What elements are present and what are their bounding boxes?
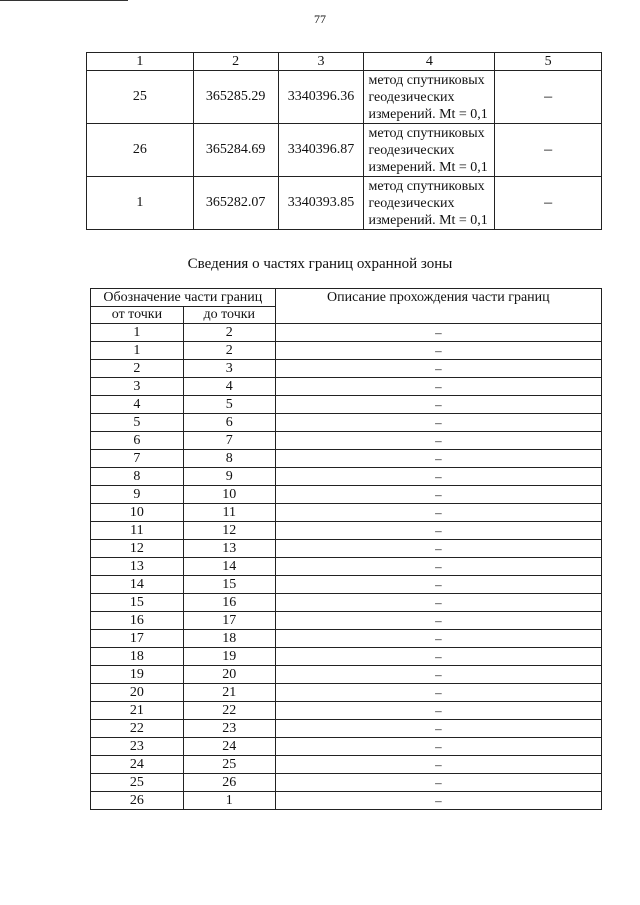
note-cell: – <box>495 177 602 230</box>
table-row <box>91 666 602 684</box>
table-row <box>91 738 602 756</box>
description-cell: – <box>275 594 601 612</box>
description-cell: – <box>275 756 601 774</box>
table-row <box>91 414 602 432</box>
table-row <box>91 576 602 594</box>
top-left-rule <box>0 0 128 1</box>
to-point-cell: 10 <box>183 486 275 504</box>
to-point-cell: 14 <box>183 558 275 576</box>
parts-header-row <box>91 289 602 307</box>
method-line: метод спутниковых <box>368 178 485 194</box>
table-row <box>91 468 602 486</box>
note-cell: – <box>495 124 602 177</box>
method-cell <box>364 71 495 124</box>
coordinates-header-row <box>87 53 602 71</box>
page-number: 77 <box>314 12 326 26</box>
from-point-cell: 17 <box>91 630 184 648</box>
table-row <box>91 540 602 558</box>
description-cell: – <box>275 360 601 378</box>
description-cell: – <box>275 378 601 396</box>
to-point-cell: 21 <box>183 684 275 702</box>
table-row <box>91 792 602 810</box>
col-header: 4 <box>364 53 495 71</box>
point-cell: 25 <box>87 71 194 124</box>
table-row <box>91 342 602 360</box>
description-cell: – <box>275 576 601 594</box>
coordinates-row <box>87 124 602 177</box>
table-row <box>91 558 602 576</box>
from-point-cell: 26 <box>91 792 184 810</box>
to-point-cell: 13 <box>183 540 275 558</box>
table-row <box>91 450 602 468</box>
to-point-cell: 2 <box>183 324 275 342</box>
method-line: метод спутниковых <box>368 72 485 88</box>
section-title: Сведения о частях границ охранной зоны <box>187 256 453 272</box>
col-header: 1 <box>87 53 194 71</box>
table-row <box>91 504 602 522</box>
description-cell: – <box>275 414 601 432</box>
description-cell: – <box>275 702 601 720</box>
to-point-cell: 5 <box>183 396 275 414</box>
to-point-cell: 11 <box>183 504 275 522</box>
from-point-cell: 1 <box>91 324 184 342</box>
to-point-cell: 25 <box>183 756 275 774</box>
to-point-cell: 12 <box>183 522 275 540</box>
point-cell: 1 <box>87 177 194 230</box>
description-cell: – <box>275 612 601 630</box>
from-point-cell: 22 <box>91 720 184 738</box>
description-cell: – <box>275 630 601 648</box>
description-cell: – <box>275 432 601 450</box>
y-coordinate-cell: 3340393.85 <box>278 177 364 230</box>
description-cell: – <box>275 684 601 702</box>
from-point-cell: 12 <box>91 540 184 558</box>
from-point-cell: 2 <box>91 360 184 378</box>
description-cell: – <box>275 792 601 810</box>
table-row <box>91 396 602 414</box>
description-cell: – <box>275 324 601 342</box>
description-cell: – <box>275 522 601 540</box>
to-point-cell: 15 <box>183 576 275 594</box>
from-point-cell: 4 <box>91 396 184 414</box>
method-line: измерений. Mt = 0,1 <box>368 212 488 228</box>
description-cell: – <box>275 738 601 756</box>
y-coordinate-cell: 3340396.87 <box>278 124 364 177</box>
to-point-cell: 3 <box>183 360 275 378</box>
from-point-cell: 23 <box>91 738 184 756</box>
table-row <box>91 612 602 630</box>
description-cell: – <box>275 342 601 360</box>
table-row <box>91 684 602 702</box>
to-point-cell: 17 <box>183 612 275 630</box>
table-row <box>91 756 602 774</box>
from-point-cell: 25 <box>91 774 184 792</box>
description-cell: – <box>275 666 601 684</box>
from-point-cell: 8 <box>91 468 184 486</box>
method-line: измерений. Mt = 0,1 <box>368 159 488 175</box>
from-point-cell: 20 <box>91 684 184 702</box>
to-point-cell: 24 <box>183 738 275 756</box>
from-point-cell: 16 <box>91 612 184 630</box>
to-point-cell: 26 <box>183 774 275 792</box>
description-cell: – <box>275 504 601 522</box>
point-cell: 26 <box>87 124 194 177</box>
from-point-cell: 6 <box>91 432 184 450</box>
table-row <box>91 486 602 504</box>
method-line: измерений. Mt = 0,1 <box>368 106 488 122</box>
from-point-cell: 10 <box>91 504 184 522</box>
col-header: 3 <box>278 53 364 71</box>
description-cell: – <box>275 486 601 504</box>
from-point-cell: 9 <box>91 486 184 504</box>
to-point-cell: 19 <box>183 648 275 666</box>
method-line: геодезических <box>368 142 455 158</box>
table-row <box>91 360 602 378</box>
description-cell: – <box>275 450 601 468</box>
table-row <box>91 324 602 342</box>
table-row <box>91 378 602 396</box>
table-row <box>91 630 602 648</box>
table-row <box>91 774 602 792</box>
table-row <box>91 594 602 612</box>
from-point-cell: 21 <box>91 702 184 720</box>
col-header: 5 <box>495 53 602 71</box>
to-point-cell: 8 <box>183 450 275 468</box>
note-cell: – <box>495 71 602 124</box>
method-line: геодезических <box>368 89 455 105</box>
method-cell <box>364 124 495 177</box>
coordinates-table <box>86 52 602 230</box>
to-point-header: до точки <box>183 307 275 324</box>
to-point-cell: 20 <box>183 666 275 684</box>
x-coordinate-cell: 365282.07 <box>193 177 278 230</box>
col-header: 2 <box>193 53 278 71</box>
from-point-header: от точки <box>91 307 184 324</box>
from-point-cell: 24 <box>91 756 184 774</box>
description-cell: – <box>275 720 601 738</box>
to-point-cell: 16 <box>183 594 275 612</box>
description-header: Описание прохождения части границ <box>275 289 601 324</box>
from-point-cell: 14 <box>91 576 184 594</box>
to-point-cell: 1 <box>183 792 275 810</box>
method-line: геодезических <box>368 195 455 211</box>
boundary-parts-table <box>90 288 602 810</box>
from-point-cell: 3 <box>91 378 184 396</box>
to-point-cell: 18 <box>183 630 275 648</box>
description-cell: – <box>275 558 601 576</box>
method-cell <box>364 177 495 230</box>
y-coordinate-cell: 3340396.36 <box>278 71 364 124</box>
description-cell: – <box>275 396 601 414</box>
to-point-cell: 9 <box>183 468 275 486</box>
table-row <box>91 648 602 666</box>
table-row <box>91 702 602 720</box>
table-row <box>91 432 602 450</box>
to-point-cell: 22 <box>183 702 275 720</box>
table-row <box>91 522 602 540</box>
from-point-cell: 1 <box>91 342 184 360</box>
description-cell: – <box>275 774 601 792</box>
to-point-cell: 2 <box>183 342 275 360</box>
description-cell: – <box>275 468 601 486</box>
description-cell: – <box>275 540 601 558</box>
from-point-cell: 11 <box>91 522 184 540</box>
from-point-cell: 5 <box>91 414 184 432</box>
from-point-cell: 7 <box>91 450 184 468</box>
from-point-cell: 13 <box>91 558 184 576</box>
description-cell: – <box>275 648 601 666</box>
to-point-cell: 23 <box>183 720 275 738</box>
coordinates-row <box>87 177 602 230</box>
designation-header: Обозначение части границ <box>91 289 276 307</box>
method-line: метод спутниковых <box>368 125 485 141</box>
table-row <box>91 720 602 738</box>
from-point-cell: 19 <box>91 666 184 684</box>
from-point-cell: 15 <box>91 594 184 612</box>
to-point-cell: 6 <box>183 414 275 432</box>
from-point-cell: 18 <box>91 648 184 666</box>
x-coordinate-cell: 365284.69 <box>193 124 278 177</box>
coordinates-row <box>87 71 602 124</box>
to-point-cell: 4 <box>183 378 275 396</box>
x-coordinate-cell: 365285.29 <box>193 71 278 124</box>
to-point-cell: 7 <box>183 432 275 450</box>
